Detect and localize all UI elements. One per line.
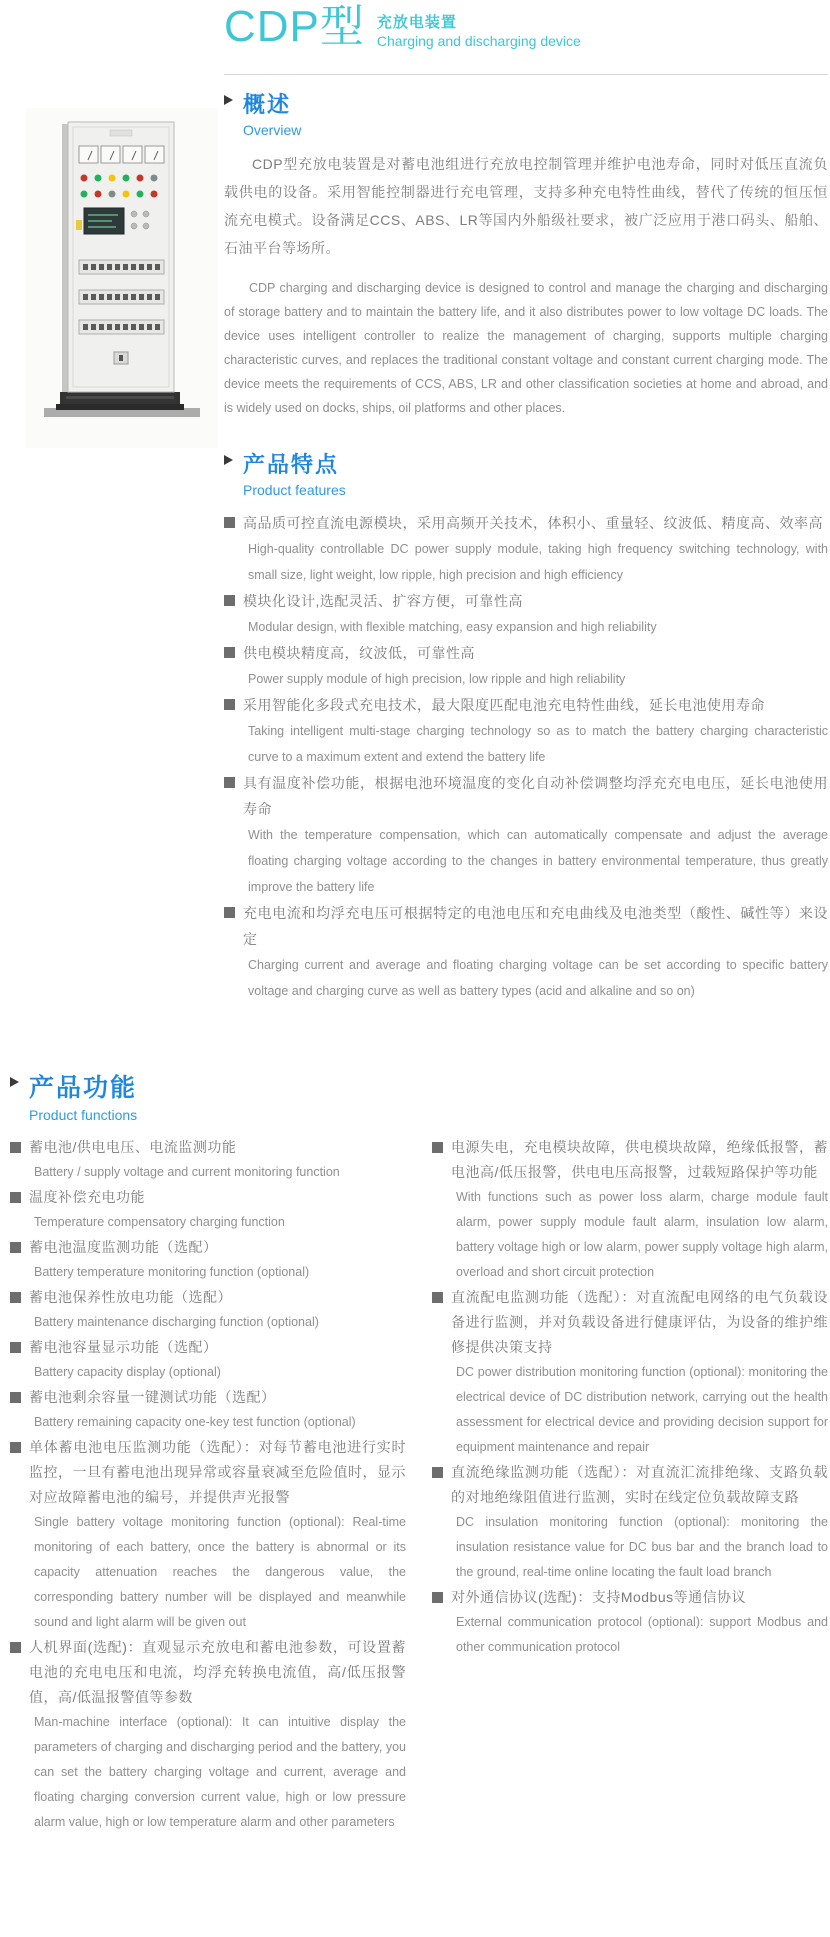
function-en: Battery / supply voltage and current monitoring function	[34, 1165, 340, 1179]
feature-item	[224, 692, 828, 770]
feature-cn: 充电电流和均浮充电压可根据特定的电池电压和充电曲线及电池类型（酸性、碱性等）来设定	[243, 905, 828, 947]
feature-cn: 采用智能化多段式充电技术，最大限度匹配电池充电特性曲线，延长电池使用寿命	[243, 697, 765, 713]
feature-en: High-quality controllable DC power supply module, taking high frequency switching technology, with small size, light weight, low ripple, high precision and high efficiency	[248, 542, 828, 582]
function-item	[432, 1285, 828, 1460]
bullet-icon	[224, 517, 235, 528]
cabinet-base	[56, 392, 184, 410]
bullet-icon	[10, 1642, 21, 1653]
feature-en: With the temperature compensation, which can automatically compensate and adjust the average floating charging voltage according to the changes in battery environmental temperature, thus greatly improve the battery life	[248, 828, 828, 894]
function-en: External communication protocol (optional): support Modbus and other communication protocol	[456, 1615, 828, 1654]
bullet-icon	[432, 1292, 443, 1303]
feature-item	[224, 770, 828, 900]
feature-cn: 高品质可控直流电源模块，采用高频开关技术，体积小、重量轻、纹波低、精度高、效率高	[243, 515, 823, 531]
section-features	[224, 448, 828, 1004]
feature-en: Taking intelligent multi-stage charging technology so as to match the battery charging characteristic curve to a maximum extent and extend the battery life	[248, 724, 828, 764]
feature-cn: 具有温度补偿功能，根据电池环境温度的变化自动补偿调整均浮充充电电压，延长电池使用寿命	[243, 775, 828, 817]
bullet-icon	[10, 1192, 21, 1203]
function-item	[10, 1335, 406, 1385]
functions-right-column	[432, 1135, 828, 1835]
function-en: Battery temperature monitoring function (optional)	[34, 1265, 310, 1279]
function-item	[10, 1135, 406, 1185]
overview-paragraph-cn: CDP型充放电装置是对蓄电池组进行充放电控制管理并维护电池寿命，同时对低压直流负载供电的设备。采用智能控制器进行充电管理，支持多种充电特性曲线，替代了传统的恒压恒流充电模式。设备满足CCS、ABS、LR等国内外船级社要求，被广泛应用于港口码头、船舶、石油平台等场所。	[224, 156, 828, 256]
features-heading-en: Product features	[243, 482, 346, 498]
function-item	[10, 1385, 406, 1435]
bullet-icon	[224, 647, 235, 658]
feature-item	[224, 510, 828, 588]
bullet-icon	[432, 1592, 443, 1603]
bullet-icon	[224, 595, 235, 606]
feature-item	[224, 900, 828, 1004]
page-title	[224, 4, 581, 50]
function-en: With functions such as power loss alarm, charge module fault alarm, power supply module fault alarm, insulation low alarm, battery voltage high or low alarm, power supply voltage high alarm, overload and short circuit protection	[456, 1190, 828, 1279]
bullet-icon	[224, 777, 235, 788]
feature-en: Modular design, with flexible matching, easy expansion and high reliability	[248, 620, 657, 634]
bullet-icon	[432, 1142, 443, 1153]
title-subtitle	[377, 4, 581, 49]
function-en: Battery remaining capacity one-key test function (optional)	[34, 1415, 356, 1429]
feature-cn: 模块化设计,选配灵活、扩容方便，可靠性高	[243, 593, 523, 609]
bullet-icon	[10, 1292, 21, 1303]
function-en: Battery maintenance discharging function (optional)	[34, 1315, 319, 1329]
bullet-icon	[224, 907, 235, 918]
functions-heading	[10, 1068, 828, 1123]
section-arrow-icon	[10, 1077, 19, 1087]
function-cn: 直流绝缘监测功能（选配）：对直流汇流排绝缘、支路负载的对地绝缘阻值进行监测，实时在线定位负载故障支路	[451, 1464, 828, 1505]
bullet-icon	[10, 1142, 21, 1153]
function-item	[432, 1460, 828, 1585]
function-cn: 人机界面(选配)：直观显示充放电和蓄电池参数，可设置蓄电池的充电电压和电流，均浮充转换电流值，高/低压报警值，高/低温报警值等参数	[29, 1639, 406, 1705]
section-arrow-icon	[224, 455, 233, 465]
overview-heading	[224, 88, 828, 138]
function-item	[10, 1285, 406, 1335]
function-cn: 蓄电池/供电电压、电流监测功能	[29, 1139, 237, 1155]
bullet-icon	[10, 1442, 21, 1453]
function-en: Temperature compensatory charging function	[34, 1215, 285, 1229]
function-en: Man-machine interface (optional): It can intuitive display the parameters of charging and discharging period and the battery, you can set the battery charging voltage and current, average and floating charging conversion current value, high or low pressure alarm value, high or low temperature alarm and other parameters	[34, 1715, 406, 1829]
function-cn: 蓄电池容量显示功能（选配）	[29, 1339, 218, 1355]
function-item	[432, 1585, 828, 1660]
section-overview	[224, 88, 828, 433]
function-cn: 电源失电，充电模块故障，供电模块故障，绝缘低报警，蓄电池高/低压报警，供电电压高报警，过载短路保护等功能	[451, 1139, 828, 1180]
function-en: DC insulation monitoring function (optional): monitoring the insulation resistance value for DC bus bar and the branch load to the ground, real-time online locating the fault load branch	[456, 1515, 828, 1579]
feature-item	[224, 640, 828, 692]
function-item	[10, 1635, 406, 1835]
function-cn: 蓄电池剩余容量一键测试功能（选配）	[29, 1389, 276, 1405]
feature-cn: 供电模块精度高，纹波低，可靠性高	[243, 645, 475, 661]
function-en: Single battery voltage monitoring function (optional): Real-time monitoring of each battery, once the battery is abnormal or its capacity attenuation reaches the dangerous value, the corresponding battery number will be displayed and meanwhile sound and light alarm will be given out	[34, 1515, 406, 1629]
overview-heading-en: Overview	[243, 122, 302, 138]
function-cn: 对外通信协议(选配)：支持Modbus等通信协议	[451, 1589, 747, 1605]
function-item	[10, 1185, 406, 1235]
bullet-icon	[10, 1242, 21, 1253]
function-item	[10, 1235, 406, 1285]
functions-left-column	[10, 1135, 406, 1835]
bullet-icon	[432, 1467, 443, 1478]
section-arrow-icon	[224, 95, 233, 105]
title-cn: 充放电装置	[376, 14, 457, 31]
function-cn: 蓄电池温度监测功能（选配）	[29, 1239, 218, 1255]
feature-en: Power supply module of high precision, low ripple and high reliability	[248, 672, 626, 686]
feature-item	[224, 588, 828, 640]
product-photo	[26, 108, 218, 448]
function-cn: 温度补偿充电功能	[29, 1189, 145, 1205]
header-divider	[224, 74, 828, 75]
overview-paragraph-en: CDP charging and discharging device is designed to control and manage the charging and discharging of storage battery and to maintain the battery life, and it also distributes power to low voltage DC loads. The device uses intelligent controller to realize the management of charging, supports multiple charging characteristic curves, and replaces the traditional constant voltage and constant current charging mode. The device meets the requirements of CCS, ABS, LR and other classification societies at home and abroad, and is widely used on docks, ships, oil platforms and other places.	[224, 281, 828, 415]
features-heading-cn: 产品特点	[243, 452, 340, 477]
cabinet-terminal-strips	[79, 260, 164, 334]
functions-heading-cn: 产品功能	[29, 1074, 138, 1102]
overview-heading-cn: 概述	[243, 92, 292, 117]
function-cn: 单体蓄电池电压监测功能（选配）：对每节蓄电池进行实时监控，一旦有蓄电池出现异常或容量衰减至危险值时，显示对应故障蓄电池的编号，并提供声光报警	[29, 1439, 406, 1505]
function-en: Battery capacity display (optional)	[34, 1365, 221, 1379]
cabinet-switch	[114, 352, 128, 364]
section-functions	[10, 1068, 828, 1835]
functions-heading-en: Product functions	[29, 1107, 138, 1123]
bullet-icon	[10, 1342, 21, 1353]
bullet-icon	[224, 699, 235, 710]
model-name: CDP型	[224, 2, 365, 51]
cabinet-illustration	[26, 108, 218, 448]
functions-columns	[10, 1135, 828, 1835]
title-en: Charging and discharging device	[376, 33, 581, 49]
bullet-icon	[10, 1392, 21, 1403]
function-cn: 直流配电监测功能（选配）：对直流配电网络的电气负载设备进行监测，并对负载设备进行健康评估，为设备的维护维修提供决策支持	[451, 1289, 828, 1355]
function-item	[432, 1135, 828, 1285]
function-item	[10, 1435, 406, 1635]
function-en: DC power distribution monitoring function (optional): monitoring the electrical device of DC distribution network, carrying out the health assessment for electrical device and providing decision support for equipment maintenance and repair	[456, 1365, 828, 1454]
function-cn: 蓄电池保养性放电功能（选配）	[29, 1289, 232, 1305]
features-heading	[224, 448, 828, 498]
feature-en: Charging current and average and floating charging voltage can be set according to specific battery voltage and charging curve as well as battery types (acid and alkaline and so on)	[248, 958, 828, 998]
